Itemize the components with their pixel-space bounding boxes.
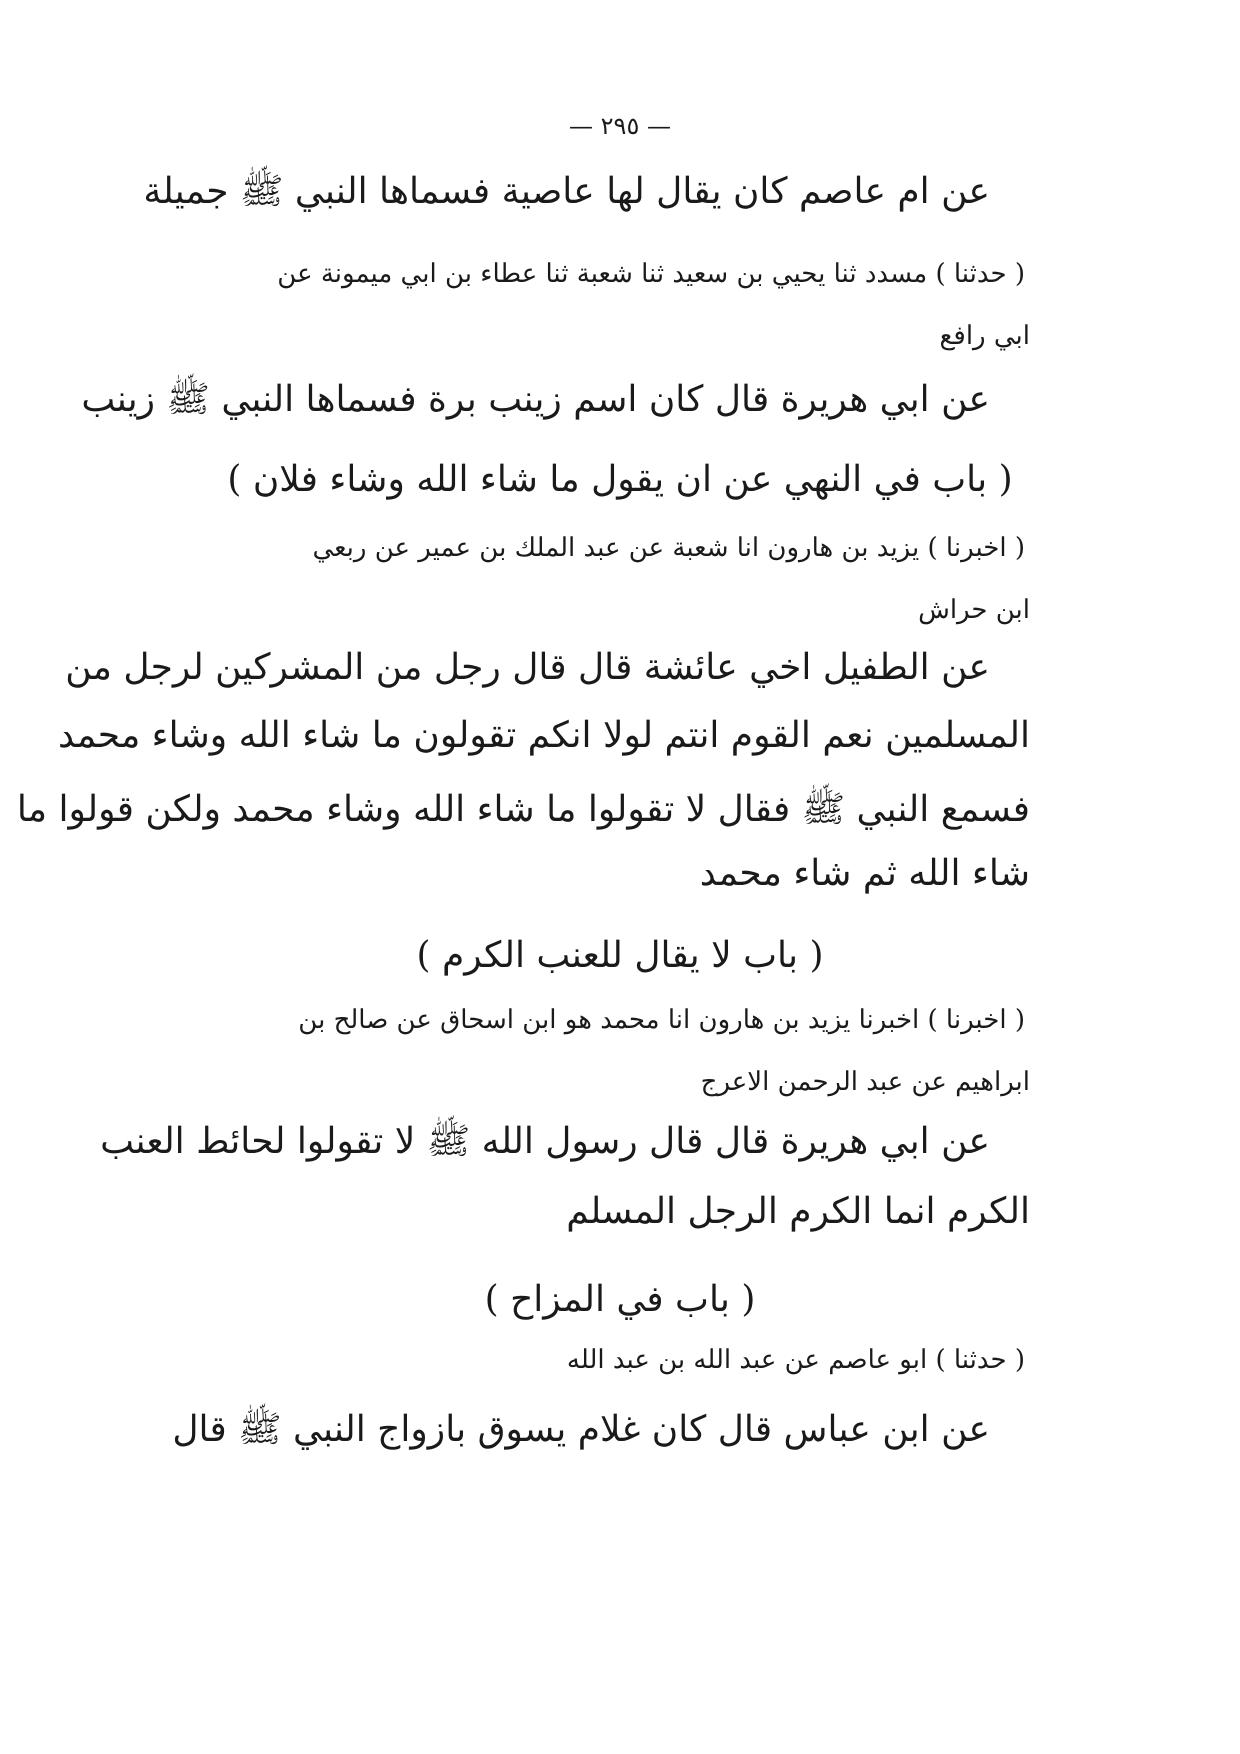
hadith-text-line: شاء الله ثم شاء محمد	[699, 853, 1030, 894]
hadith-text-line: عن ام عاصم كان يقال لها عاصية فسماها النبي ﷺ جميلة	[143, 171, 990, 212]
hadith-text-line: عن ابن عباس قال كان غلام يسوق بازواج النبي ﷺ قال	[172, 1409, 990, 1450]
hadith-text-line: عن ابي هريرة قال كان اسم زينب برة فسماها النبي ﷺ زينب	[81, 379, 990, 420]
chapter-heading: ( باب لا يقال للعنب الكرم )	[416, 935, 824, 976]
hadith-text-line: عن الطفيل اخي عائشة قال قال رجل من المشركين لرجل من	[65, 647, 990, 688]
hadith-text-line: المسلمين نعم القوم انتم لولا انكم تقولون ما شاء الله وشاء محمد	[58, 715, 1030, 756]
hadith-text-line: عن ابي هريرة قال قال رسول الله ﷺ لا تقولوا لحائط العنب	[100, 1121, 990, 1162]
isnad-line: ابراهيم عن عبد الرحمن الاعرج	[700, 1067, 1030, 1097]
page-number: — ٢٩٥ —	[569, 112, 671, 140]
isnad-line: ( اخبرنا ) اخبرنا يزيد بن هارون انا محمد هو ابن اسحاق عن صالح بن	[298, 1005, 1025, 1035]
isnad-line: ابي رافع	[939, 321, 1030, 351]
isnad-line: ابن حراش	[918, 595, 1030, 625]
isnad-line: ( حدثنا ) مسدد ثنا يحيي بن سعيد ثنا شعبة ثنا عطاء بن ابي ميمونة عن	[277, 259, 1025, 289]
hadith-text-line: الكرم انما الكرم الرجل المسلم	[566, 1191, 1030, 1232]
isnad-line: ( اخبرنا ) يزيد بن هارون انا شعبة عن عبد الملك بن عمير عن ربعي	[312, 533, 1025, 563]
chapter-heading: ( باب في النهي عن ان يقول ما شاء الله وشاء فلان )	[227, 459, 1013, 500]
hadith-text-line: فسمع النبي ﷺ فقال لا تقولوا ما شاء الله وشاء محمد ولكن قولوا ما	[16, 789, 1030, 830]
isnad-line: ( حدثنا ) ابو عاصم عن عبد الله بن عبد الله	[566, 1345, 1025, 1375]
chapter-heading: ( باب في المزاح )	[484, 1279, 756, 1320]
